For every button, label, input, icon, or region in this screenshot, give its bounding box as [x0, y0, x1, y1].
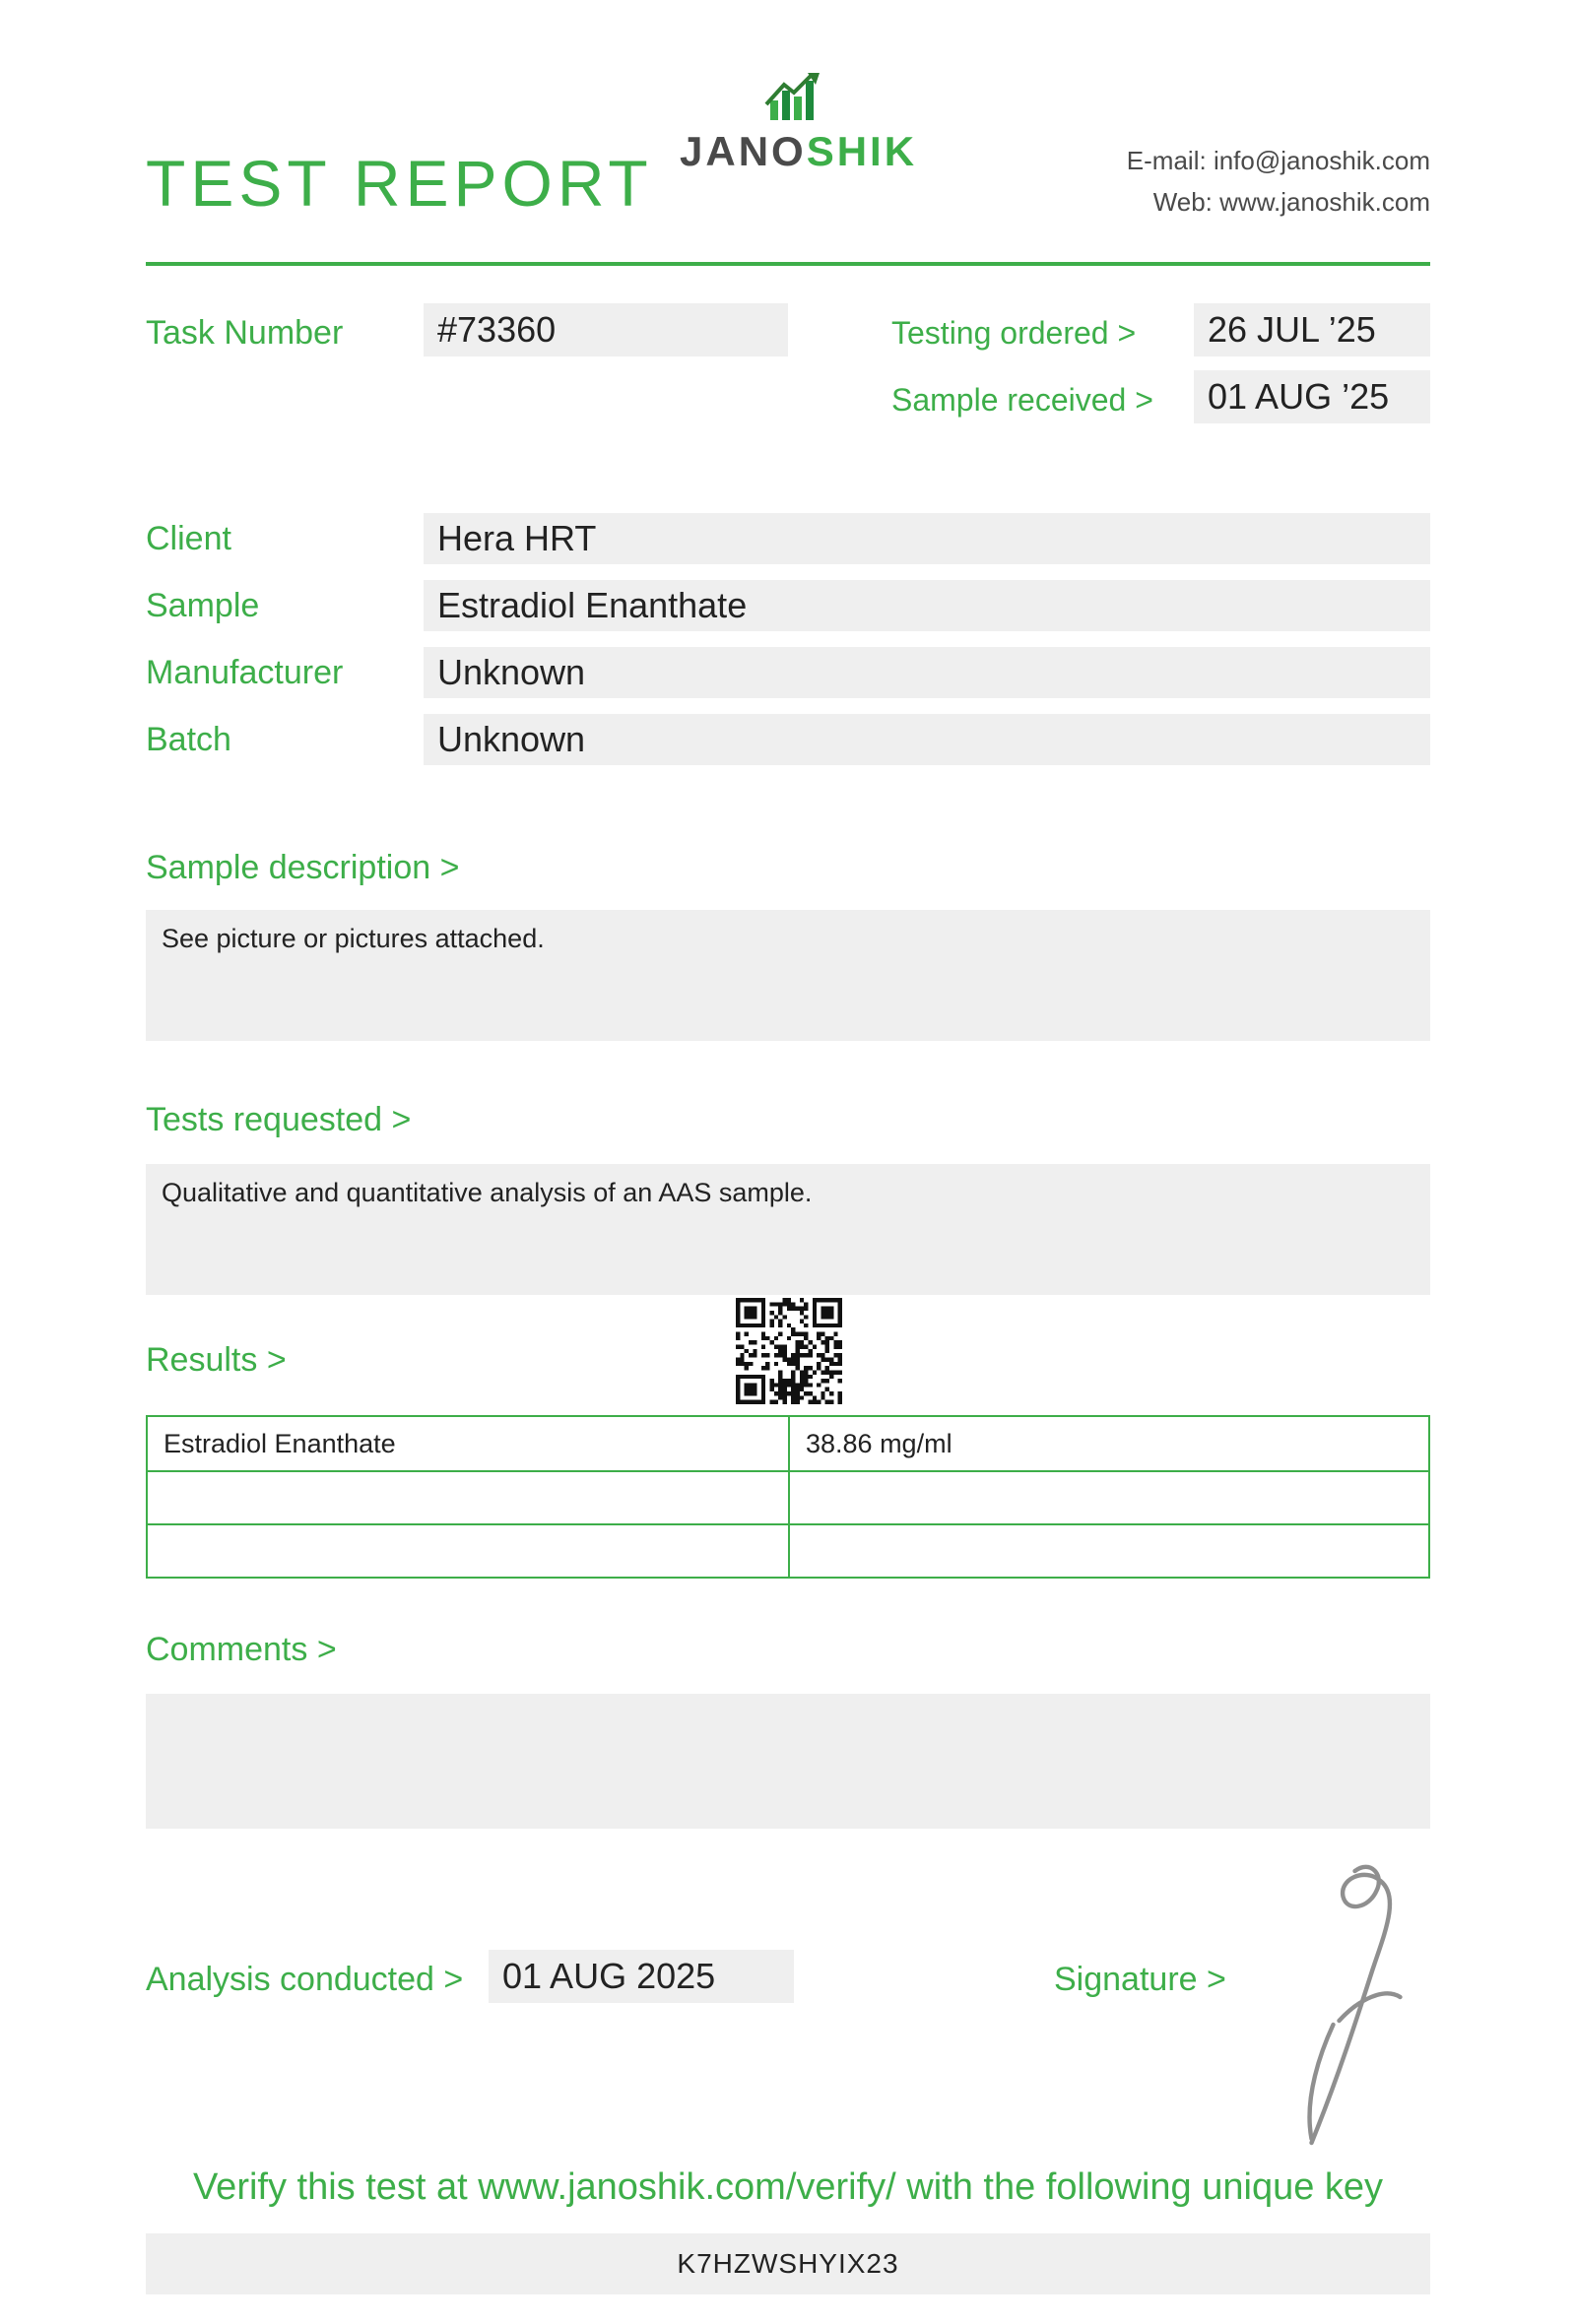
results-table: [146, 1415, 1430, 1579]
result-value: [790, 1525, 1428, 1577]
qr-code: [736, 1298, 842, 1404]
analysis-conducted-value: 01 AUG 2025: [489, 1950, 794, 2003]
sample-received-label: Sample received >: [891, 382, 1153, 418]
signature-image: [1266, 1851, 1428, 2147]
logo-wordmark: [680, 128, 918, 175]
logo-jano: JANO: [680, 128, 807, 174]
table-row: [148, 1417, 1428, 1470]
tests-requested-box: [146, 1164, 1430, 1295]
tests-requested-text: Qualitative and quantitative analysis of an AAS sample.: [162, 1178, 813, 1207]
table-row: [148, 1523, 1428, 1577]
client-value: Hera HRT: [424, 513, 1430, 564]
client-label: Client: [146, 520, 231, 557]
web-label: Web:: [1152, 187, 1213, 217]
manufacturer-label: Manufacturer: [146, 654, 344, 691]
result-value: [790, 1472, 1428, 1523]
sample-value: Estradiol Enanthate: [424, 580, 1430, 631]
comments-box: [146, 1694, 1430, 1829]
logo-shik: SHIK: [806, 128, 918, 174]
sample-label: Sample: [146, 587, 260, 624]
detail-row-manufacturer: [146, 647, 1430, 698]
result-analyte: [148, 1525, 790, 1577]
detail-row-batch: [146, 714, 1430, 765]
testing-ordered-label: Testing ordered >: [891, 315, 1137, 351]
analysis-conducted-label: Analysis conducted >: [146, 1961, 464, 1998]
sample-description-text: See picture or pictures attached.: [162, 924, 545, 953]
result-analyte: [148, 1472, 790, 1523]
email-label: E-mail:: [1126, 146, 1207, 175]
header-divider: [146, 262, 1430, 266]
sample-description-box: [146, 910, 1430, 1041]
bar-chart-growth-icon: [762, 71, 823, 124]
verify-instruction: Verify this test at www.janoshik.com/verify/ with the following unique key: [192, 2166, 1384, 2208]
result-value: 38.86 mg/ml: [806, 1428, 952, 1458]
contact-info: [1127, 140, 1430, 223]
sample-description-label: Sample description >: [146, 849, 460, 886]
detail-row-client: [146, 513, 1430, 564]
verify-key: K7HZWSHYIX23: [146, 2233, 1430, 2294]
task-number-label: Task Number: [146, 314, 344, 352]
email-line: [1127, 140, 1430, 181]
detail-row-sample: [146, 580, 1430, 631]
results-label: Results >: [146, 1341, 287, 1379]
tests-requested-label: Tests requested >: [146, 1101, 412, 1138]
testing-ordered-value: 26 JUL ’25: [1194, 303, 1430, 356]
batch-label: Batch: [146, 721, 231, 758]
table-row: [148, 1470, 1428, 1523]
manufacturer-value: Unknown: [424, 647, 1430, 698]
web-value: www.janoshik.com: [1219, 187, 1430, 217]
batch-value: Unknown: [424, 714, 1430, 765]
janoshik-logo: [680, 71, 918, 175]
signature-label: Signature >: [1054, 1961, 1226, 1998]
sample-received-value: 01 AUG ’25: [1194, 370, 1430, 423]
result-analyte: Estradiol Enanthate: [148, 1417, 790, 1470]
email-value: info@janoshik.com: [1213, 146, 1430, 175]
task-number-value: #73360: [424, 303, 788, 356]
web-line: [1127, 181, 1430, 223]
page-title: TEST REPORT: [146, 147, 653, 220]
comments-label: Comments >: [146, 1631, 337, 1668]
